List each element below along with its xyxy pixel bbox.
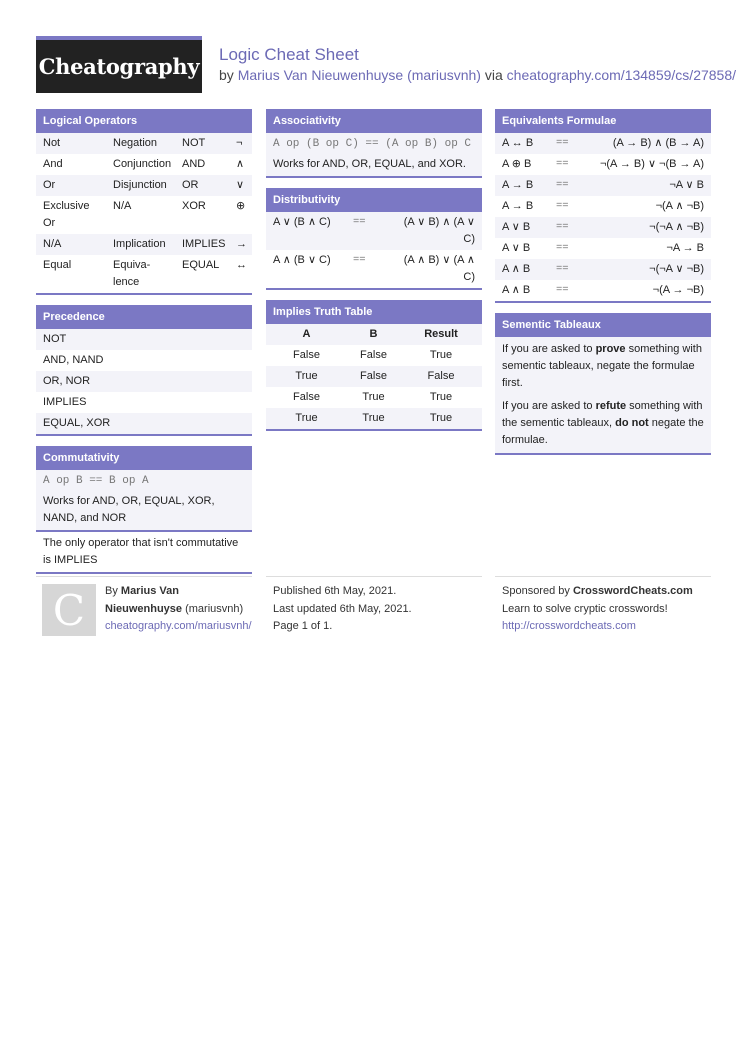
cell: A ∧ (B ∨ C) bbox=[273, 254, 331, 266]
footer-dates bbox=[273, 583, 483, 636]
cell: ¬A → B bbox=[666, 242, 704, 254]
associativity-code: A op (B op C) == (A op B) op C bbox=[273, 138, 472, 150]
cell: == bbox=[353, 254, 366, 266]
cell: AND bbox=[182, 158, 206, 170]
cell: And bbox=[43, 158, 63, 170]
tableaux-paragraph-1 bbox=[495, 337, 711, 395]
commutativity-box bbox=[36, 446, 252, 574]
table-row bbox=[495, 280, 711, 301]
via-label: via bbox=[484, 67, 503, 83]
cell: False bbox=[293, 349, 320, 361]
cell: == bbox=[556, 179, 569, 191]
tableaux-paragraph-2 bbox=[495, 395, 711, 453]
logical-operators-table bbox=[36, 133, 252, 293]
distributivity-box bbox=[266, 188, 482, 290]
table-row bbox=[495, 259, 711, 280]
cell: A ⊕ B bbox=[502, 158, 532, 170]
cell: == bbox=[556, 137, 569, 149]
cell: True bbox=[362, 412, 385, 424]
commutativity-text: Works for AND, OR, EQUAL, XOR, NAND, and NOR bbox=[43, 495, 215, 524]
commutativity-title: Commutativity bbox=[36, 446, 252, 470]
symbol-cell: ¬ bbox=[236, 137, 243, 149]
table-row bbox=[495, 133, 711, 154]
cell: Negation bbox=[113, 137, 158, 149]
commutativity-note: The only operator that isn't commutative is IMPLIES bbox=[36, 530, 252, 572]
cell: A → B bbox=[502, 200, 534, 212]
cell: NOT bbox=[182, 137, 206, 149]
table-row bbox=[266, 408, 482, 429]
footer-divider bbox=[266, 576, 482, 577]
cell: N/A bbox=[43, 238, 62, 250]
header-cell: Result bbox=[424, 328, 458, 340]
cell: True bbox=[429, 412, 453, 424]
cell: == bbox=[556, 221, 569, 233]
column-3 bbox=[495, 109, 711, 465]
cell: ¬(A → B) ∨ ¬(B → A) bbox=[599, 158, 704, 170]
sponsored-label: Sponsored by bbox=[502, 585, 573, 597]
page-title[interactable]: Logic Cheat Sheet bbox=[219, 45, 359, 64]
by-label: By bbox=[105, 585, 121, 597]
bold-text: prove bbox=[595, 343, 626, 355]
cell: XOR bbox=[182, 200, 206, 212]
list-item: EQUAL, XOR bbox=[36, 413, 252, 434]
cell: A ∨ (B ∧ C) bbox=[273, 216, 331, 228]
cell: True bbox=[295, 412, 318, 424]
table-row bbox=[495, 175, 711, 196]
cell: A ∧ B bbox=[502, 284, 531, 296]
sheet-url-link[interactable]: cheatography.com/134859/cs/27858/ bbox=[506, 67, 737, 83]
footer-sponsor bbox=[502, 583, 712, 636]
cell: Disjunction bbox=[113, 179, 167, 191]
cell: == bbox=[556, 200, 569, 212]
sementic-tableaux-box bbox=[495, 313, 711, 455]
avatar[interactable]: C bbox=[42, 584, 96, 636]
byline bbox=[219, 67, 736, 83]
cell: Conjunction bbox=[113, 158, 172, 170]
symbol-cell: ↔ bbox=[236, 259, 247, 271]
table-header-row bbox=[266, 324, 482, 345]
bold-text: do not bbox=[615, 417, 649, 429]
table-row bbox=[495, 154, 711, 175]
cell: Or bbox=[43, 179, 56, 191]
cell: == bbox=[556, 263, 569, 275]
distributivity-title: Distributivity bbox=[266, 188, 482, 212]
sponsor-link[interactable]: http://crosswordcheats.com bbox=[502, 620, 636, 632]
updated-date: Last updated 6th May, 2021. bbox=[273, 602, 412, 615]
associativity-box bbox=[266, 109, 482, 178]
list-item: AND, NAND bbox=[36, 350, 252, 371]
cell: ¬(A → ¬B) bbox=[652, 284, 704, 296]
precedence-box bbox=[36, 305, 252, 436]
table-row bbox=[495, 196, 711, 217]
symbol-cell: ∨ bbox=[236, 179, 245, 191]
cell: Equiva-lence bbox=[113, 259, 151, 288]
table-row bbox=[495, 238, 711, 259]
cell: True bbox=[295, 370, 318, 382]
footer-author bbox=[105, 583, 250, 636]
text: negate the formulae. bbox=[502, 417, 704, 446]
cell: ¬(¬A ∨ ¬B) bbox=[649, 263, 704, 275]
table-row bbox=[36, 133, 252, 154]
cell: == bbox=[556, 158, 569, 170]
column-1 bbox=[36, 109, 252, 584]
logical-operators-title: Logical Operators bbox=[36, 109, 252, 133]
cell: OR bbox=[182, 179, 199, 191]
associativity-text: Works for AND, OR, EQUAL, and XOR. bbox=[273, 158, 466, 170]
cell: False bbox=[360, 349, 387, 361]
symbol-cell: ⊕ bbox=[236, 200, 246, 212]
symbol-cell: ∧ bbox=[236, 158, 245, 170]
cell: ¬(¬A ∧ ¬B) bbox=[649, 221, 704, 233]
cell: Exclusive Or bbox=[43, 200, 90, 229]
cell: N/A bbox=[113, 200, 132, 212]
cell: True bbox=[429, 349, 453, 361]
cell: Equal bbox=[43, 259, 72, 271]
header-cell: B bbox=[369, 328, 378, 340]
implies-truth-table-box bbox=[266, 300, 482, 431]
header-cell: A bbox=[302, 328, 311, 340]
sementic-tableaux-title: Sementic Tableaux bbox=[495, 313, 711, 337]
table-row bbox=[266, 387, 482, 408]
sponsor-name[interactable]: CrosswordCheats.com bbox=[572, 585, 693, 597]
list-item: IMPLIES bbox=[36, 392, 252, 413]
cell: A ↔ B bbox=[502, 137, 534, 149]
table-row bbox=[266, 366, 482, 387]
bold-text: refute bbox=[595, 400, 627, 412]
cell: IMPLIES bbox=[182, 238, 226, 250]
table-row bbox=[266, 212, 482, 250]
cell: ¬(A ∧ ¬B) bbox=[655, 200, 704, 212]
sponsor-text: Learn to solve cryptic crosswords! bbox=[502, 602, 668, 615]
column-2 bbox=[266, 109, 482, 441]
table-row bbox=[495, 217, 711, 238]
cell: False bbox=[427, 370, 455, 382]
cell: == bbox=[556, 242, 569, 254]
table-row bbox=[266, 250, 482, 288]
published-date: Published 6th May, 2021. bbox=[273, 585, 397, 597]
implies-truth-table-title: Implies Truth Table bbox=[266, 300, 482, 324]
cell: EQUAL bbox=[182, 259, 220, 271]
list-item: OR, NOR bbox=[36, 371, 252, 392]
cell: Not bbox=[43, 137, 61, 149]
logical-operators-box bbox=[36, 109, 252, 295]
author-handle: (mariusvnh) bbox=[182, 602, 244, 615]
cell: A ∨ B bbox=[502, 242, 531, 254]
text: If you are asked to bbox=[502, 343, 596, 355]
cell: A ∨ B bbox=[502, 221, 531, 233]
footer-divider bbox=[36, 576, 252, 577]
cell: == bbox=[353, 216, 366, 228]
text: something with the sementic tableaux, bbox=[502, 400, 703, 429]
cell: (A ∧ B) ∨ (A ∧ C) bbox=[403, 254, 475, 283]
table-row bbox=[36, 255, 252, 293]
cheatography-logo[interactable]: Cheatography bbox=[36, 36, 202, 93]
cell: True bbox=[362, 391, 385, 403]
associativity-title: Associativity bbox=[266, 109, 482, 133]
text: something with sementic tableaux, negate the formulae first. bbox=[502, 343, 702, 389]
cell: True bbox=[429, 391, 453, 403]
cell: False bbox=[293, 391, 320, 403]
cell: False bbox=[360, 370, 387, 382]
cell: == bbox=[556, 284, 569, 296]
text: If you are asked to bbox=[502, 400, 596, 412]
footer-divider bbox=[495, 576, 711, 577]
table-row bbox=[266, 345, 482, 366]
table-row bbox=[36, 196, 252, 234]
cell: Implication bbox=[113, 238, 166, 250]
list-item: NOT bbox=[36, 329, 252, 350]
cell: A ∧ B bbox=[502, 263, 531, 275]
cell: A → B bbox=[502, 179, 534, 191]
equivalents-box bbox=[495, 109, 711, 303]
author-profile-link[interactable]: cheatography.com/mariusvnh/ bbox=[105, 620, 252, 632]
cell: ¬A ∨ B bbox=[669, 179, 704, 191]
precedence-list bbox=[36, 329, 252, 434]
page-number: Page 1 of 1. bbox=[273, 620, 333, 632]
table-row bbox=[36, 234, 252, 255]
equivalents-title: Equivalents Formulae bbox=[495, 109, 711, 133]
table-row bbox=[36, 154, 252, 175]
symbol-cell: → bbox=[236, 238, 247, 250]
cell: (A ∨ B) ∧ (A ∨ C) bbox=[403, 216, 475, 245]
author-link[interactable]: Marius Van Nieuwenhuyse (mariusvnh) bbox=[237, 67, 481, 83]
table-row bbox=[36, 175, 252, 196]
precedence-title: Precedence bbox=[36, 305, 252, 329]
by-label: by bbox=[219, 67, 234, 83]
sponsor-line bbox=[502, 583, 712, 601]
author-name[interactable]: Marius Van Nieuwenhuyse bbox=[105, 585, 183, 615]
commutativity-code: A op B == B op A bbox=[43, 475, 149, 487]
cell: (A → B) ∧ (B → A) bbox=[612, 137, 704, 149]
